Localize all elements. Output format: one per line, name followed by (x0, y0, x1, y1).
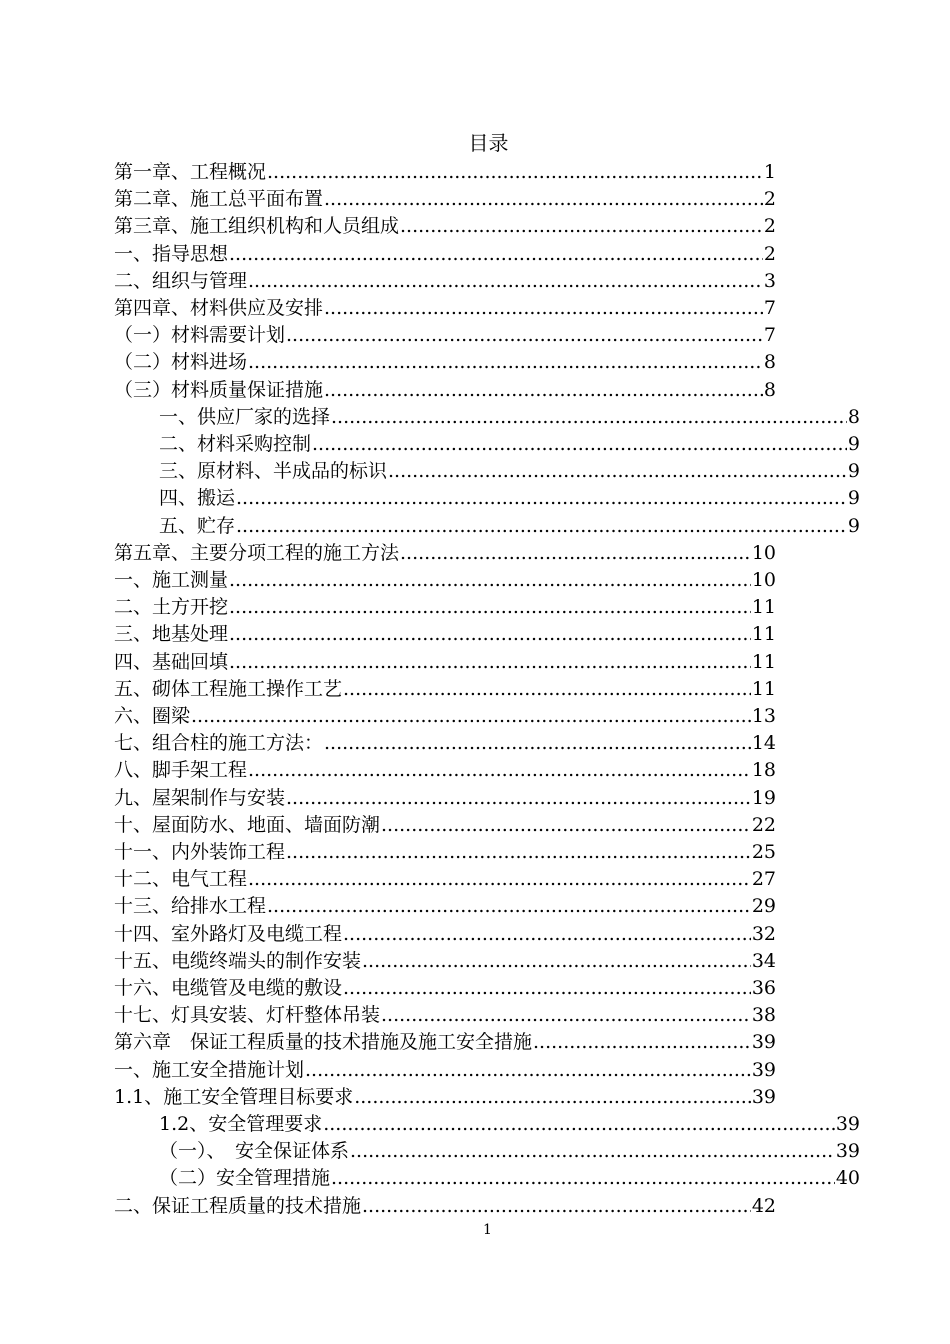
toc-leader-dots (343, 975, 751, 1002)
toc-entry-label: 四、搬运 (159, 487, 236, 509)
toc-entry[interactable] (114, 621, 776, 648)
toc-entry-page: 11 (751, 678, 776, 700)
toc-entry-label: 1.2、安全管理要求 (159, 1113, 323, 1135)
toc-leader-dots (248, 268, 763, 295)
toc-entry-page: 14 (751, 732, 776, 754)
toc-entry[interactable] (114, 186, 776, 213)
toc-leader-dots (236, 513, 847, 540)
toc-entry-label: 五、砌体工程施工操作工艺 (114, 678, 343, 700)
toc-entry[interactable] (114, 703, 776, 730)
toc-entry[interactable] (114, 349, 776, 376)
toc-leader-dots (229, 621, 751, 648)
toc-entry-page: 3 (763, 270, 776, 292)
toc-entry-label: 一、供应厂家的选择 (159, 406, 331, 428)
toc-entry-page: 32 (751, 923, 776, 945)
toc-entry-page: 2 (763, 215, 776, 237)
toc-leader-dots (248, 349, 763, 376)
toc-leader-dots (229, 649, 751, 676)
toc-entry[interactable] (114, 921, 776, 948)
toc-entry-label: 第二章、施工总平面布置 (114, 188, 324, 210)
toc-entry-page: 11 (751, 596, 776, 618)
toc-leader-dots (324, 186, 763, 213)
toc-leader-dots (229, 567, 751, 594)
toc-entry[interactable] (114, 1193, 776, 1220)
toc-entry[interactable] (114, 757, 776, 784)
toc-leader-dots (286, 322, 763, 349)
toc-entry-page: 34 (751, 950, 776, 972)
toc-entry[interactable] (114, 540, 776, 567)
toc-leader-dots (248, 757, 751, 784)
toc-entry[interactable] (114, 948, 776, 975)
toc-entry[interactable] (114, 241, 776, 268)
toc-entry[interactable] (159, 458, 860, 485)
toc-entry-label: 十四、室外路灯及电缆工程 (114, 923, 343, 945)
toc-entry-label: 第五章、主要分项工程的施工方法 (114, 542, 400, 564)
page-number: 1 (483, 1222, 492, 1238)
toc-entry[interactable] (114, 213, 776, 240)
toc-entry-page: 2 (763, 243, 776, 265)
toc-entry-page: 8 (763, 379, 776, 401)
toc-entry[interactable] (159, 1165, 860, 1192)
toc-entry-label: 三、原材料、半成品的标识 (159, 460, 388, 482)
toc-entry[interactable] (114, 1084, 776, 1111)
toc-leader-dots (267, 893, 751, 920)
toc-entry[interactable] (159, 404, 860, 431)
toc-entry-page: 10 (751, 542, 776, 564)
toc-entry-label: （一）材料需要计划 (114, 324, 286, 346)
toc-entry-page: 38 (751, 1004, 776, 1026)
toc-entry-page: 9 (847, 487, 860, 509)
toc-leader-dots (362, 1193, 751, 1220)
toc-entry[interactable] (114, 322, 776, 349)
toc-entry-label: 八、脚手架工程 (114, 759, 248, 781)
toc-entry-page: 39 (751, 1059, 776, 1081)
toc-entry-label: 二、组织与管理 (114, 270, 248, 292)
toc-entry-page: 8 (763, 351, 776, 373)
toc-leader-dots (343, 676, 751, 703)
toc-entry-page: 10 (751, 569, 776, 591)
toc-entry-label: 第一章、工程概况 (114, 161, 267, 183)
toc-entry-page: 22 (751, 814, 776, 836)
toc-entry-page: 42 (751, 1195, 776, 1217)
toc-entry-page: 29 (751, 895, 776, 917)
toc-entry-page: 2 (763, 188, 776, 210)
toc-entry[interactable] (114, 730, 776, 757)
toc-entry-page: 25 (751, 841, 776, 863)
toc-entry-page: 9 (847, 433, 860, 455)
toc-entry[interactable] (114, 839, 776, 866)
toc-entry-label: 十六、电缆管及电缆的敷设 (114, 977, 343, 999)
toc-entry-page: 8 (847, 406, 860, 428)
toc-entry-label: 五、贮存 (159, 515, 236, 537)
toc-entry[interactable] (159, 1138, 860, 1165)
toc-leader-dots (354, 1084, 751, 1111)
toc-leader-dots (248, 866, 751, 893)
toc-entry-label: 十七、灯具安装、灯杆整体吊装 (114, 1004, 381, 1026)
toc-entry-label: 一、施工测量 (114, 569, 229, 591)
toc-entry[interactable] (114, 1002, 776, 1029)
toc-entry-label: 三、地基处理 (114, 623, 229, 645)
toc-entry-label: 十一、内外装饰工程 (114, 841, 286, 863)
toc-entry-label: 四、基础回填 (114, 651, 229, 673)
toc-leader-dots (324, 377, 763, 404)
toc-entry-label: 六、圈梁 (114, 705, 191, 727)
toc-leader-dots (400, 213, 763, 240)
toc-entry[interactable] (114, 866, 776, 893)
toc-entry[interactable] (159, 485, 860, 512)
toc-entry-page: 7 (763, 297, 776, 319)
toc-entry-label: 一、指导思想 (114, 243, 229, 265)
toc-entry-page: 19 (751, 787, 776, 809)
toc-entry[interactable] (159, 513, 860, 540)
toc-entry[interactable] (114, 268, 776, 295)
toc-leader-dots (331, 1165, 835, 1192)
toc-entry-label: 第四章、材料供应及安排 (114, 297, 324, 319)
toc-entry-page: 27 (751, 868, 776, 890)
toc-entry[interactable] (114, 676, 776, 703)
toc-entry[interactable] (114, 567, 776, 594)
toc-leader-dots (305, 1057, 751, 1084)
toc-entry-label: （二）安全管理措施 (159, 1167, 331, 1189)
toc-leader-dots (381, 1002, 751, 1029)
toc-leader-dots (388, 458, 847, 485)
toc-entry[interactable] (114, 594, 776, 621)
toc-entry-page: 39 (835, 1140, 860, 1162)
toc-entry-page: 40 (835, 1167, 860, 1189)
toc-leader-dots (286, 839, 751, 866)
toc-entry[interactable] (114, 377, 776, 404)
toc-leader-dots (229, 241, 763, 268)
toc-leader-dots (324, 295, 763, 322)
toc-entry[interactable] (114, 893, 776, 920)
toc-entry-page: 36 (751, 977, 776, 999)
toc-entry-page: 11 (751, 623, 776, 645)
toc-entry-label: 十、屋面防水、地面、墙面防潮 (114, 814, 381, 836)
toc-entry-label: （三）材料质量保证措施 (114, 379, 324, 401)
toc-entry[interactable] (114, 975, 776, 1002)
toc-entry-page: 9 (847, 515, 860, 537)
toc-entry-label: 七、组合柱的施工方法： (114, 732, 324, 754)
toc-entry-label: 十二、电气工程 (114, 868, 248, 890)
toc-leader-dots (323, 1111, 835, 1138)
toc-leader-dots (362, 948, 751, 975)
toc-leader-dots (229, 594, 751, 621)
toc-leader-dots (286, 785, 751, 812)
toc-entry[interactable] (114, 295, 776, 322)
toc-entry-page: 7 (763, 324, 776, 346)
toc-entry-label: 第六章 保证工程质量的技术措施及施工安全措施 (114, 1031, 533, 1053)
toc-leader-dots (191, 703, 751, 730)
toc-entry-label: 一、施工安全措施计划 (114, 1059, 305, 1081)
toc-entry-page: 18 (751, 759, 776, 781)
toc-entry-label: 十三、给排水工程 (114, 895, 267, 917)
toc-leader-dots (267, 159, 763, 186)
toc-entry-page: 39 (835, 1113, 860, 1135)
toc-leader-dots (312, 431, 847, 458)
toc-leader-dots (343, 921, 751, 948)
toc-entry[interactable] (159, 431, 860, 458)
toc-entry-label: （二）材料进场 (114, 351, 248, 373)
toc-leader-dots (324, 730, 751, 757)
toc-entry-label: （一）、 安全保证体系 (159, 1140, 350, 1162)
toc-leader-dots (236, 485, 847, 512)
toc-leader-dots (400, 540, 751, 567)
toc-leader-dots (381, 812, 751, 839)
toc-title: 目录 (468, 131, 509, 155)
toc-entry-page: 39 (751, 1031, 776, 1053)
toc-entry-label: 二、土方开挖 (114, 596, 229, 618)
toc-entry-label: 1.1、施工安全管理目标要求 (114, 1086, 354, 1108)
toc-entry-page: 11 (751, 651, 776, 673)
toc-entry[interactable] (159, 1111, 860, 1138)
toc-entry-page: 13 (751, 705, 776, 727)
toc-entry-label: 九、屋架制作与安装 (114, 787, 286, 809)
toc-entry-label: 二、材料采购控制 (159, 433, 312, 455)
toc-leader-dots (350, 1138, 835, 1165)
toc-entry-page: 39 (751, 1086, 776, 1108)
toc-entry[interactable] (114, 785, 776, 812)
toc-entry-page: 1 (763, 161, 776, 183)
toc-leader-dots (533, 1029, 751, 1056)
toc-entry-label: 二、保证工程质量的技术措施 (114, 1195, 362, 1217)
toc-entry[interactable] (114, 649, 776, 676)
toc-entry[interactable] (114, 1029, 776, 1056)
toc-leader-dots (331, 404, 847, 431)
toc-entry[interactable] (114, 159, 776, 186)
toc-entry-label: 第三章、施工组织机构和人员组成 (114, 215, 400, 237)
toc-entry-label: 十五、电缆终端头的制作安装 (114, 950, 362, 972)
toc-entry-page: 9 (847, 460, 860, 482)
toc-entry[interactable] (114, 812, 776, 839)
toc-entry[interactable] (114, 1057, 776, 1084)
